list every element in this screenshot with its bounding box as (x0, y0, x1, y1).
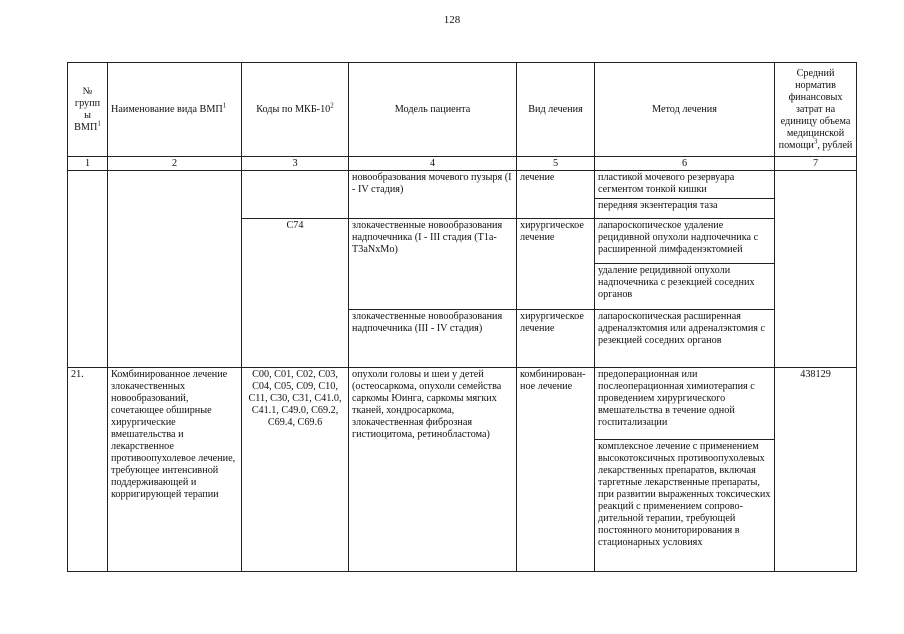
column-number: 2 (108, 157, 242, 171)
treatment-method-cell: передняя экзентерация таза (595, 199, 775, 219)
patient-model-cell: злокачественные новообразования надпочечника (I - III стадия (T1a-T3aNxMo) (349, 219, 517, 310)
header-vmp-name: Наименование вида ВМП$^1$ (108, 63, 242, 157)
header-group-number: № групп ы ВМП$^1$ (68, 63, 108, 157)
treatment-method-cell: удаление рецидивной опухоли надпочечника с резекцией соседних органов (595, 264, 775, 310)
vmp-table (67, 62, 857, 572)
table-row (68, 368, 857, 440)
column-number-row (68, 157, 857, 171)
vmp-name-cell (108, 171, 242, 368)
header-icd-codes: Коды по МКБ-$10^2$ (242, 63, 349, 157)
column-number: 5 (517, 157, 595, 171)
icd-code-cell (242, 171, 349, 219)
column-number: 1 (68, 157, 108, 171)
vmp-name-cell: Комбинированное лечение злокачественных новообразований, сочетающее обширные хирургические вмешательства и лекарственное противоопухолевое лечение, требующее интенсивной поддерживающей и корригирующей терапии (108, 368, 242, 572)
header-row (68, 63, 857, 157)
patient-model-cell: опухоли головы и шеи у детей (остеосаркома, опухоли семейства саркомы Юинга, саркомы мягких тканей, хондросаркома, злокачественная фиброзная гистиоцитома, ретинобластома) (349, 368, 517, 572)
cost-cell: 438129 (775, 368, 857, 572)
header-average-cost: Средний норматив финансовых затрат на единицу объема медицинской помощи$^3$, рублей (775, 63, 857, 157)
header-treatment-method: Метод лечения (595, 63, 775, 157)
patient-model-cell: новообразования мочевого пузыря (I - IV стадия) (349, 171, 517, 219)
column-number: 6 (595, 157, 775, 171)
page-number: 128 (443, 14, 461, 26)
treatment-method-cell: лапароскопическое удаление рецидивной опухоли надпочечника с расширенной лимфаденэктомией (595, 219, 775, 264)
header-treatment-type: Вид лечения (517, 63, 595, 157)
treatment-type-cell: хирургическое лечение (517, 310, 595, 368)
icd-code-cell: C00, C01, C02, C03, C04, C05, C09, C10, C11, C30, C31, C41.0, C41.1, C49.0, C69.2, C69.4, C69.6 (242, 368, 349, 572)
treatment-method-cell: пластикой мочевого резервуара сегментом тонкой кишки (595, 171, 775, 199)
treatment-type-cell: комбинирован- ное лечение (517, 368, 595, 572)
treatment-method-cell: лапароскопическая расширенная адреналэктомия или адреналэктомия с резекцией соседних органов (595, 310, 775, 368)
patient-model-cell: злокачественные новообразования надпочечника (III - IV стадия) (349, 310, 517, 368)
group-number-cell (68, 171, 108, 368)
column-number: 4 (349, 157, 517, 171)
table-row (68, 171, 857, 199)
column-number: 7 (775, 157, 857, 171)
treatment-method-cell: комплексное лечение с применением высокотоксичных противоопухолевых лекарственных препаратов, включая таргетные лекарственные препараты, при развитии выраженных токсических реакций с применением сопрово- дительной терапии, требующей постоянного мониторирования в стационарных условиях (595, 440, 775, 572)
header-patient-model: Модель пациента (349, 63, 517, 157)
treatment-type-cell: хирургическое лечение (517, 219, 595, 310)
treatment-type-cell: лечение (517, 171, 595, 219)
icd-code-cell: C74 (242, 219, 349, 368)
treatment-method-cell: предоперационная или послеоперационная химиотерапия с проведением хирургического вмешательства в течение одной госпитализации (595, 368, 775, 440)
cost-cell (775, 171, 857, 368)
group-number-cell: 21. (68, 368, 108, 572)
column-number: 3 (242, 157, 349, 171)
